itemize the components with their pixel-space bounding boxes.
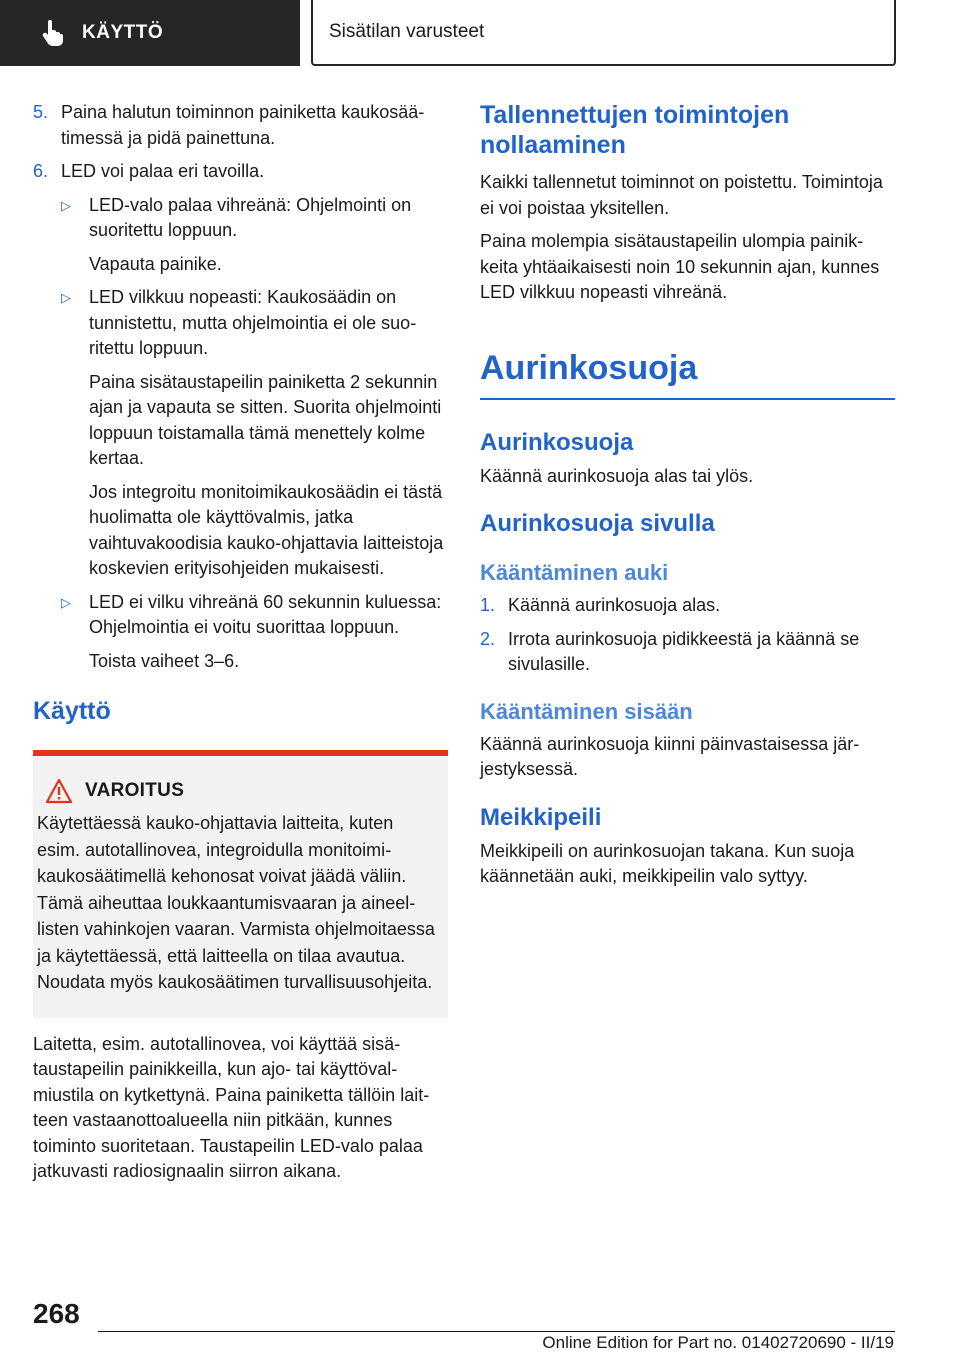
heading-aurinkosuoja-main: Aurinkosuoja <box>480 346 895 400</box>
warning-text: Käytettäessä kauko-ohjattavia laitteita, kuten esim. autotallinovea, integroidulla monitoimikaukosäätimellä kehonosat voivat jäädä väliin. Tämä aiheuttaa loukkaantumisvaaran ja aineellisten vahinkojen vaaran. Varmista ohjelmoitaessa ja käytettäessä, että laitteella on tilaa avautua. Noudata myös kaukosäätimen turvallisuusohjeita. <box>37 813 435 992</box>
footer-edition: Online Edition for Part no. 01402720690 - II/19 <box>542 1333 894 1352</box>
step-number: 5. <box>33 102 49 122</box>
heading-aurinkosuoja: Aurinkosuoja <box>480 428 634 456</box>
step-number: 1. <box>480 595 496 615</box>
page-number: 268 <box>33 1298 80 1329</box>
heading-kaantaminen-sisaan: Kääntäminen sisään <box>480 698 693 724</box>
heading-meikkipeili: Meikkipeili <box>480 803 602 831</box>
step-5 <box>33 100 448 151</box>
reset-paragraph-1: Kaikki tallennetut toiminnot on poistettu. Toimintoja ei voi poistaa yksitellen. <box>480 172 883 218</box>
heading-kaantaminen-auki: Kääntäminen auki <box>480 560 669 585</box>
step-text: LED voi palaa eri tavoilla. <box>61 161 265 181</box>
bullet-led-blinking <box>61 285 448 362</box>
bullet-led-green <box>61 193 448 244</box>
step-number: 2. <box>480 628 496 649</box>
step-6 <box>33 159 448 185</box>
warning-box <box>33 750 448 1018</box>
open-step-1 <box>480 593 895 619</box>
footer-divider <box>98 1331 895 1332</box>
operation-paragraph: Laitetta, esim. autotallinovea, voi käyttää sisätaustapeilin painikkeilla, kun ajo- tai käyttövalmiustila on kytkettynä. Paina painiketta tällöin laitteen vastaanottoalueella niin pitkään, kunnes toiminto suoritetaan. Taustapeilin LED-valo palaa jatkuvasti radiosignaalin siirron aikana. <box>33 1033 430 1181</box>
bullet-text: LED vilkkuu nopeasti: Kaukosäädin on tunnistettu, mutta ohjelmointia ei ole suoritettu loppuun. <box>89 287 417 358</box>
step-text: Paina halutun toiminnon painiketta kaukosäätimessä ja pidä painettuna. <box>61 102 425 148</box>
warning-title: VAROITUS <box>85 780 185 802</box>
section-label: KÄYTTÖ <box>82 22 164 43</box>
section-tab[interactable] <box>0 0 300 66</box>
close-paragraph: Käännä aurinkosuoja kiinni päinvastaisessa järjestyksessä. <box>480 733 860 779</box>
bullet-text: LED-valo palaa vihreänä: Ohjelmointi on suoritettu loppuun. <box>89 194 412 240</box>
step-text: Käännä aurinkosuoja alas. <box>508 595 721 615</box>
bullet-paragraph: Vapauta painike. <box>89 253 222 274</box>
heading-reset: Tallennettujen toimintojen nollaaminen <box>480 101 790 159</box>
triangle-bullet-icon: ▷ <box>61 290 71 305</box>
mirror-paragraph: Meikkipeili on aurinkosuojan takana. Kun suoja käännetään auki, meikkipeilin valo syttyy. <box>480 840 855 886</box>
bullet-paragraph: Toista vaiheet 3–6. <box>89 650 240 671</box>
heading-aurinkosuoja-sivulla: Aurinkosuoja sivulla <box>480 510 715 537</box>
bullet-paragraph: Paina sisätaustapeilin painiketta 2 sekunnin ajan ja vapauta se sitten. Suorita ohjelmointi loppuun toistamalla tämä menettely kolme kertaa. <box>89 371 442 468</box>
open-step-2 <box>480 627 895 678</box>
triangle-bullet-icon: ▷ <box>61 594 71 610</box>
triangle-bullet-icon: ▷ <box>61 197 71 213</box>
sunvisor-paragraph: Käännä aurinkosuoja alas tai ylös. <box>480 465 754 486</box>
bullet-led-no-blink <box>61 590 448 641</box>
step-number: 6. <box>33 161 49 181</box>
bullet-paragraph: Jos integroitu monitoimikaukosäädin ei tästä huolimatta ole käyttövalmis, jatka vaihtuvakoodisia kauko-ohjattavia laitteistoja koskevien erityisohjeiden mukaisesti. <box>89 481 444 578</box>
reset-paragraph-2: Paina molempia sisätaustapeilin ulompia painikkeita yhtäaikaisesti noin 10 sekunnin ajan, kunnes LED vilkkuu nopeasti vihreänä. <box>480 231 880 302</box>
right-column <box>480 100 895 898</box>
warning-header <box>37 778 440 804</box>
page-title: Sisätilan varusteet <box>311 0 896 66</box>
hand-pointer-icon <box>38 18 68 48</box>
left-column <box>33 100 448 1193</box>
warning-triangle-icon <box>45 778 73 804</box>
page-header <box>0 0 960 66</box>
heading-kaytto: Käyttö <box>33 697 111 725</box>
step-text: Irrota aurinkosuoja pidikkeestä ja käännä se sivulasille. <box>508 628 860 674</box>
bullet-text: LED ei vilku vihreänä 60 sekunnin kuluessa: Ohjelmointia ei voitu suorittaa loppuun. <box>89 591 442 637</box>
